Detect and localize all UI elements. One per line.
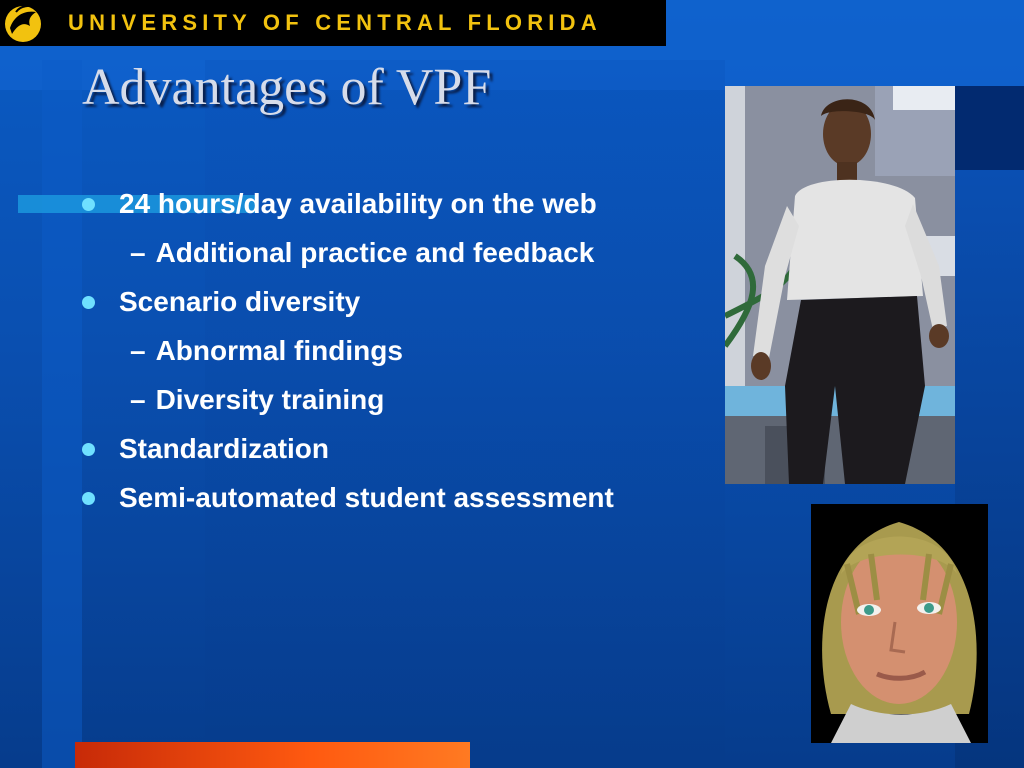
bullet-dot-icon: [82, 198, 95, 211]
list-item: [82, 188, 597, 220]
list-item: [82, 482, 614, 514]
bullet-text: Standardization: [119, 433, 330, 464]
university-header: [0, 0, 666, 46]
sub-bullet-dash: –: [130, 384, 146, 415]
sub-bullet-dash: –: [130, 335, 146, 366]
bullet-text: Semi-automated student assessment: [119, 482, 614, 513]
virtual-patient-seated-icon: [725, 86, 955, 484]
sub-bullet-text: Additional practice and feedback: [155, 237, 595, 268]
slide-title: Advantages of VPF: [82, 59, 492, 116]
list-item: [130, 237, 594, 269]
bullet-text: 24 hours/day availability on the web: [119, 188, 597, 219]
list-item: [130, 335, 403, 367]
background-column: [42, 60, 82, 768]
virtual-patient-image: [725, 86, 955, 484]
list-item: [82, 286, 360, 318]
sub-bullet-text: Abnormal findings: [155, 335, 403, 366]
bullet-dot-icon: [82, 492, 95, 505]
virtual-patient-face-image: [811, 504, 988, 743]
list-item: [82, 433, 329, 465]
accent-orange-bar: [75, 742, 470, 768]
sub-bullet-text: Diversity training: [155, 384, 385, 415]
pegasus-logo-icon: [0, 0, 46, 46]
virtual-patient-face-icon: [811, 504, 988, 743]
bullet-dot-icon: [82, 443, 95, 456]
background-dark-block: [955, 86, 1024, 170]
sub-bullet-dash: –: [130, 237, 146, 268]
list-item: [130, 384, 384, 416]
bullet-text: Scenario diversity: [119, 286, 361, 317]
institution-name: UNIVERSITY OF CENTRAL FLORIDA: [68, 10, 602, 35]
bullet-dot-icon: [82, 296, 95, 309]
